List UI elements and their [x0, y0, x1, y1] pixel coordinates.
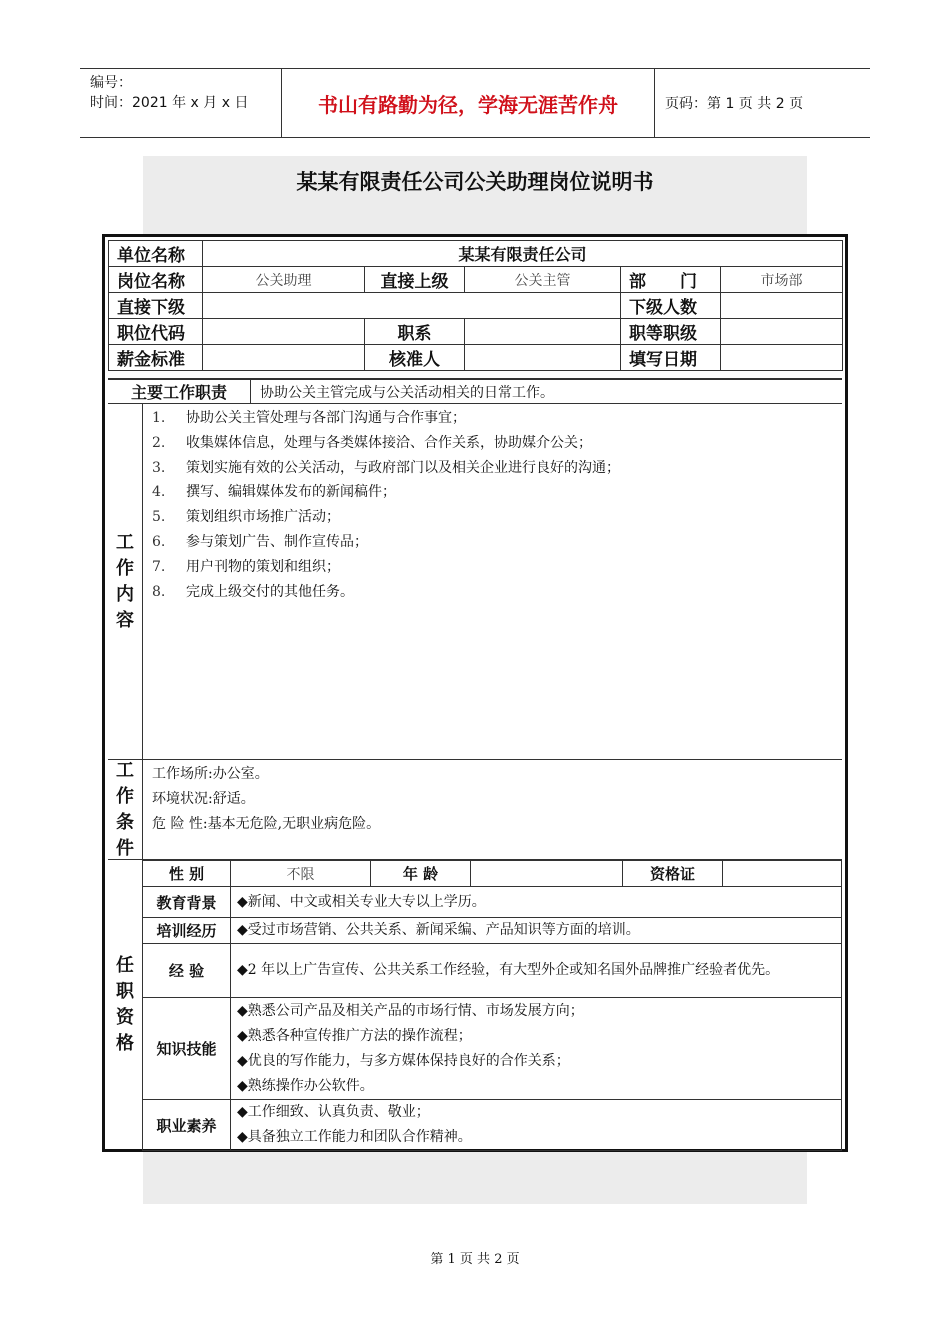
position-name-value: 公关助理: [203, 267, 365, 293]
list-item: 5. 策划组织市场推广活动；: [152, 509, 340, 526]
page-footer: 第 1 页 共 2 页: [430, 1252, 520, 1267]
salary-standard-value: [203, 345, 365, 371]
skills-text: [231, 998, 842, 1100]
department-label: 部 门: [621, 267, 721, 293]
doc-code-label: 编号：: [90, 75, 132, 91]
list-item: 2. 收集媒体信息，处理与各类媒体接洽、合作关系，协助媒介公关；: [152, 434, 592, 451]
direct-superior-value: 公关主管: [465, 267, 621, 293]
conditions-text: [142, 760, 842, 837]
job-grade-label: 职等职级: [621, 319, 721, 345]
quality-text: [231, 1100, 842, 1151]
main-duty-row: [108, 378, 842, 404]
label-char: 内: [116, 583, 134, 605]
training-text: ◆受过市场营销、公共关系、新闻采编、产品知识等方面的培训。: [231, 918, 842, 944]
age-value: [471, 861, 623, 887]
skills-label: 知识技能: [143, 998, 231, 1100]
table-row: [143, 861, 842, 887]
position-code-label: 职位代码: [109, 319, 203, 345]
page-header: [80, 68, 870, 138]
document-title: 某某有限责任公司公关助理岗位说明书: [296, 170, 654, 194]
label-char: 容: [116, 609, 134, 631]
experience-label: 经 验: [143, 944, 231, 998]
table-row: [143, 918, 842, 944]
department-value: 市场部: [721, 267, 843, 293]
qualifications-table: [142, 860, 842, 1151]
work-conditions-label: [108, 760, 143, 859]
list-item: 8. 完成上级交付的其他任务。: [152, 583, 354, 600]
table-row: [143, 944, 842, 998]
skill-line: ◆熟练操作办公软件。: [237, 1077, 374, 1094]
table-row: [109, 267, 843, 293]
unit-name-label: 单位名称: [109, 241, 203, 267]
work-content-label: [108, 404, 143, 759]
direct-superior-label: 直接上级: [365, 267, 465, 293]
qualifications-section: [108, 860, 842, 1150]
unit-name-value: 某某有限责任公司: [203, 241, 843, 267]
label-char: 资: [116, 1007, 134, 1028]
condition-line: 危 险 性:基本无危险,无职业病危险。: [152, 816, 381, 832]
duty-list: [142, 404, 842, 604]
table-row: [109, 319, 843, 345]
position-name-label: 岗位名称: [109, 267, 203, 293]
main-duty-label: 主要工作职责: [108, 380, 251, 403]
subordinate-count-value: [721, 293, 843, 319]
condition-line: 环境状况:舒适。: [152, 791, 255, 807]
direct-subordinate-label: 直接下级: [109, 293, 203, 319]
job-series-value: [465, 319, 621, 345]
fill-date-value: [721, 345, 843, 371]
approver-label: 核准人: [365, 345, 465, 371]
list-item: 6. 参与策划广告、制作宣传品；: [152, 533, 368, 550]
table-row: [109, 241, 843, 267]
condition-line: 工作场所:办公室。: [152, 766, 269, 782]
certificate-value: [723, 861, 842, 887]
basic-info-table: [108, 240, 843, 371]
label-char: 职: [116, 981, 134, 1002]
training-label: 培训经历: [143, 918, 231, 944]
list-item: 3. 策划实施有效的公关活动，与政府部门以及相关企业进行良好的沟通；: [152, 459, 620, 476]
gender-value: 不限: [231, 861, 371, 887]
label-char: 作: [116, 557, 134, 579]
job-grade-value: [721, 319, 843, 345]
quality-label: 职业素养: [143, 1100, 231, 1151]
skill-line: ◆熟悉公司产品及相关产品的市场行情、市场发展方向；: [237, 1002, 584, 1019]
label-char: 件: [116, 837, 134, 859]
table-row: [109, 345, 843, 371]
label-char: 工: [116, 759, 134, 781]
fill-date-label: 填写日期: [621, 345, 721, 371]
label-char: 作: [116, 785, 134, 807]
approver-value: [465, 345, 621, 371]
qualifications-label: [108, 860, 143, 1150]
header-meta: [80, 69, 282, 137]
age-label: 年 龄: [371, 861, 471, 887]
job-description-form: [102, 234, 848, 1152]
label-char: 格: [116, 1033, 134, 1054]
position-code-value: [203, 319, 365, 345]
work-conditions-section: [108, 760, 842, 860]
quality-line: ◆工作细致、认真负责、敬业；: [237, 1104, 430, 1120]
table-row: [109, 293, 843, 319]
table-row: [143, 1100, 842, 1151]
job-series-label: 职系: [365, 319, 465, 345]
subordinate-count-label: 下级人数: [621, 293, 721, 319]
experience-text: ◆2 年以上广告宣传、公共关系工作经验，有大型外企或知名国外品牌推广经验者优先。: [231, 944, 842, 998]
table-row: [143, 998, 842, 1100]
skill-line: ◆优良的写作能力，与多方媒体保持良好的合作关系；: [237, 1052, 570, 1069]
list-item: 4. 撰写、编辑媒体发布的新闻稿件；: [152, 484, 396, 501]
label-char: 工: [116, 531, 134, 553]
gender-label: 性 别: [143, 861, 231, 887]
salary-standard-label: 薪金标准: [109, 345, 203, 371]
quality-line: ◆具备独立工作能力和团队合作精神。: [237, 1129, 472, 1145]
header-page-info: 页码：第 1 页 共 2 页: [665, 96, 804, 112]
header-motto: 书山有路勤为径，学海无涯苦作舟: [282, 69, 655, 137]
doc-time-label: 时间：2021 年 x 月 x 日: [90, 95, 249, 111]
list-item: 1. 协助公关主管处理与各部门沟通与合作事宜；: [152, 410, 466, 426]
education-label: 教育背景: [143, 887, 231, 918]
table-row: [143, 887, 842, 918]
main-duty-text: 协助公关主管完成与公关活动相关的日常工作。: [260, 384, 554, 401]
certificate-label: 资格证: [623, 861, 723, 887]
work-content-section: [108, 404, 842, 760]
list-item: 7. 用户刊物的策划和组织；: [152, 558, 340, 575]
education-text: ◆新闻、中文或相关专业大专以上学历。: [231, 887, 842, 918]
label-char: 条: [116, 811, 134, 833]
direct-subordinate-value: [203, 293, 621, 319]
skill-line: ◆熟悉各种宣传推广方法的操作流程；: [237, 1027, 472, 1044]
label-char: 任: [116, 955, 134, 976]
